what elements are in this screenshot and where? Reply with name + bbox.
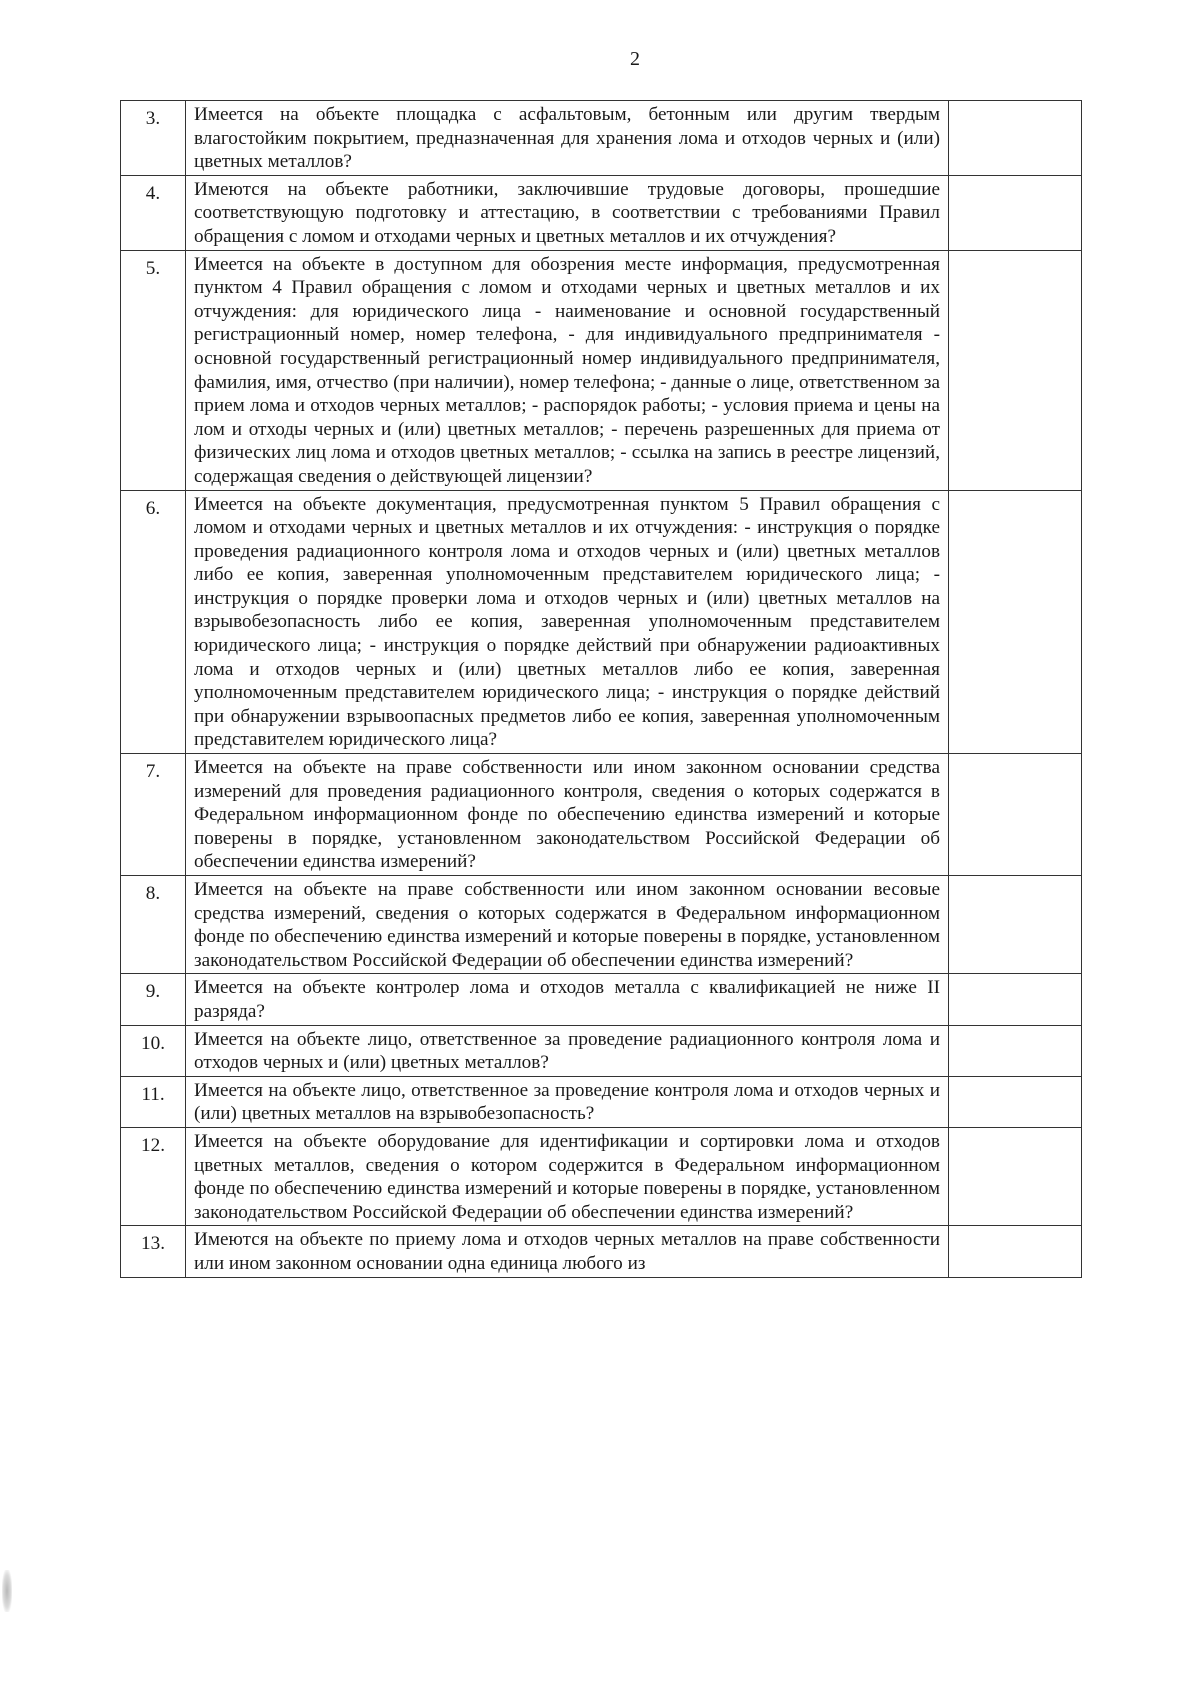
table-row (121, 490, 1082, 754)
table-row (121, 1226, 1082, 1277)
answer-cell (949, 490, 1082, 754)
question-text: Имеется на объекте в доступном для обозрения месте информация, предусмотренная пунктом 4 Правил обращения с ломом и отходами черных и цветных металлов и их отчуждения: для юридического лица - наименование и основной государственный регистрационный номер, номер телефона, - для индивидуального предпринимателя - основной государственный регистрационный номер индивидуального предпринимателя, фамилия, имя, отчество (при наличии), номер телефона; - данные о лице, ответственном за прием лома и отходов черных металлов; - распорядок работы; - условия приема и цены на лом и отходы черных и (или) цветных металлов; - перечень разрешенных для приема от физических лиц лома и отходов цветных металлов; - ссылка на запись в реестре лицензий, содержащая сведения о действующей лицензии? (186, 250, 949, 490)
row-number: 4. (121, 175, 186, 250)
table-row (121, 250, 1082, 490)
question-text: Имеется на объекте лицо, ответственное за проведение контроля лома и отходов черных и (или) цветных металлов на взрывобезопасность? (186, 1076, 949, 1127)
question-text: Имеются на объекте работники, заключившие трудовые договоры, прошедшие соответствующую подготовку и аттестацию, в соответствии с требованиями Правил обращения с ломом и отходами черных и цветных металлов и их отчуждения? (186, 175, 949, 250)
question-text: Имеется на объекте контролер лома и отходов металла с квалификацией не ниже II разряда? (186, 974, 949, 1025)
answer-cell (949, 1076, 1082, 1127)
row-number: 13. (121, 1226, 186, 1277)
answer-cell (949, 974, 1082, 1025)
answer-cell (949, 175, 1082, 250)
answer-cell (949, 1226, 1082, 1277)
question-text: Имеется на объекте лицо, ответственное за проведение радиационного контроля лома и отходов черных и (или) цветных металлов? (186, 1025, 949, 1076)
question-text: Имеется на объекте на праве собственности или ином законном основании весовые средства измерений, сведения о которых содержатся в Федеральном информационном фонде по обеспечению единства измерений и которые поверены в порядке, установленном законодательством Российской Федерации об обеспечении единства измерений? (186, 876, 949, 974)
question-text: Имеется на объекте оборудование для идентификации и сортировки лома и отходов цветных металлов, сведения о котором содержится в Федеральном информационном фонде по обеспечению единства измерений и которые поверены в порядке, установленном законодательством Российской Федерации об обеспечении единства измерений? (186, 1127, 949, 1225)
answer-cell (949, 101, 1082, 176)
row-number: 11. (121, 1076, 186, 1127)
row-number: 3. (121, 101, 186, 176)
table-row (121, 1025, 1082, 1076)
row-number: 12. (121, 1127, 186, 1225)
table-row (121, 1076, 1082, 1127)
question-text: Имеется на объекте площадка с асфальтовым, бетонным или другим твердым влагостойким покрытием, предназначенная для хранения лома и отходов черных и (или) цветных металлов? (186, 101, 949, 176)
answer-cell (949, 876, 1082, 974)
table-row (121, 876, 1082, 974)
table-row (121, 754, 1082, 876)
question-text: Имеется на объекте на праве собственности или ином законном основании средства измерений для проведения радиационного контроля, сведения о которых содержатся в Федеральном информационном фонде по обеспечению единства измерений и которые поверены в порядке, установленном законодательством Российской Федерации об обеспечении единства измерений? (186, 754, 949, 876)
question-text: Имеются на объекте по приему лома и отходов черных металлов на праве собственности или ином законном основании одна единица любого из (186, 1226, 949, 1277)
scan-artifact (2, 1570, 12, 1612)
answer-cell (949, 754, 1082, 876)
table-row (121, 175, 1082, 250)
row-number: 5. (121, 250, 186, 490)
answer-cell (949, 1025, 1082, 1076)
checklist-table (120, 100, 1082, 1278)
row-number: 10. (121, 1025, 186, 1076)
table-row (121, 101, 1082, 176)
table-row (121, 974, 1082, 1025)
page-number: 2 (630, 48, 640, 70)
row-number: 6. (121, 490, 186, 754)
row-number: 9. (121, 974, 186, 1025)
row-number: 7. (121, 754, 186, 876)
table-row (121, 1127, 1082, 1225)
answer-cell (949, 250, 1082, 490)
answer-cell (949, 1127, 1082, 1225)
row-number: 8. (121, 876, 186, 974)
question-text: Имеется на объекте документация, предусмотренная пунктом 5 Правил обращения с ломом и отходами черных и цветных металлов и их отчуждения: - инструкция о порядке проведения радиационного контроля лома и отходов черных и (или) цветных металлов либо ее копия, заверенная уполномоченным представителем юридического лица; - инструкция о порядке проверки лома и отходов черных и (или) цветных металлов на взрывобезопасность либо ее копия, заверенная уполномоченным представителем юридического лица; - инструкция о порядке действий при обнаружении радиоактивных лома и отходов черных и (или) цветных металлов либо ее копия, заверенная уполномоченным представителем юридического лица; - инструкция о порядке действий при обнаружении взрывоопасных предметов либо ее копия, заверенная уполномоченным представителем юридического лица? (186, 490, 949, 754)
